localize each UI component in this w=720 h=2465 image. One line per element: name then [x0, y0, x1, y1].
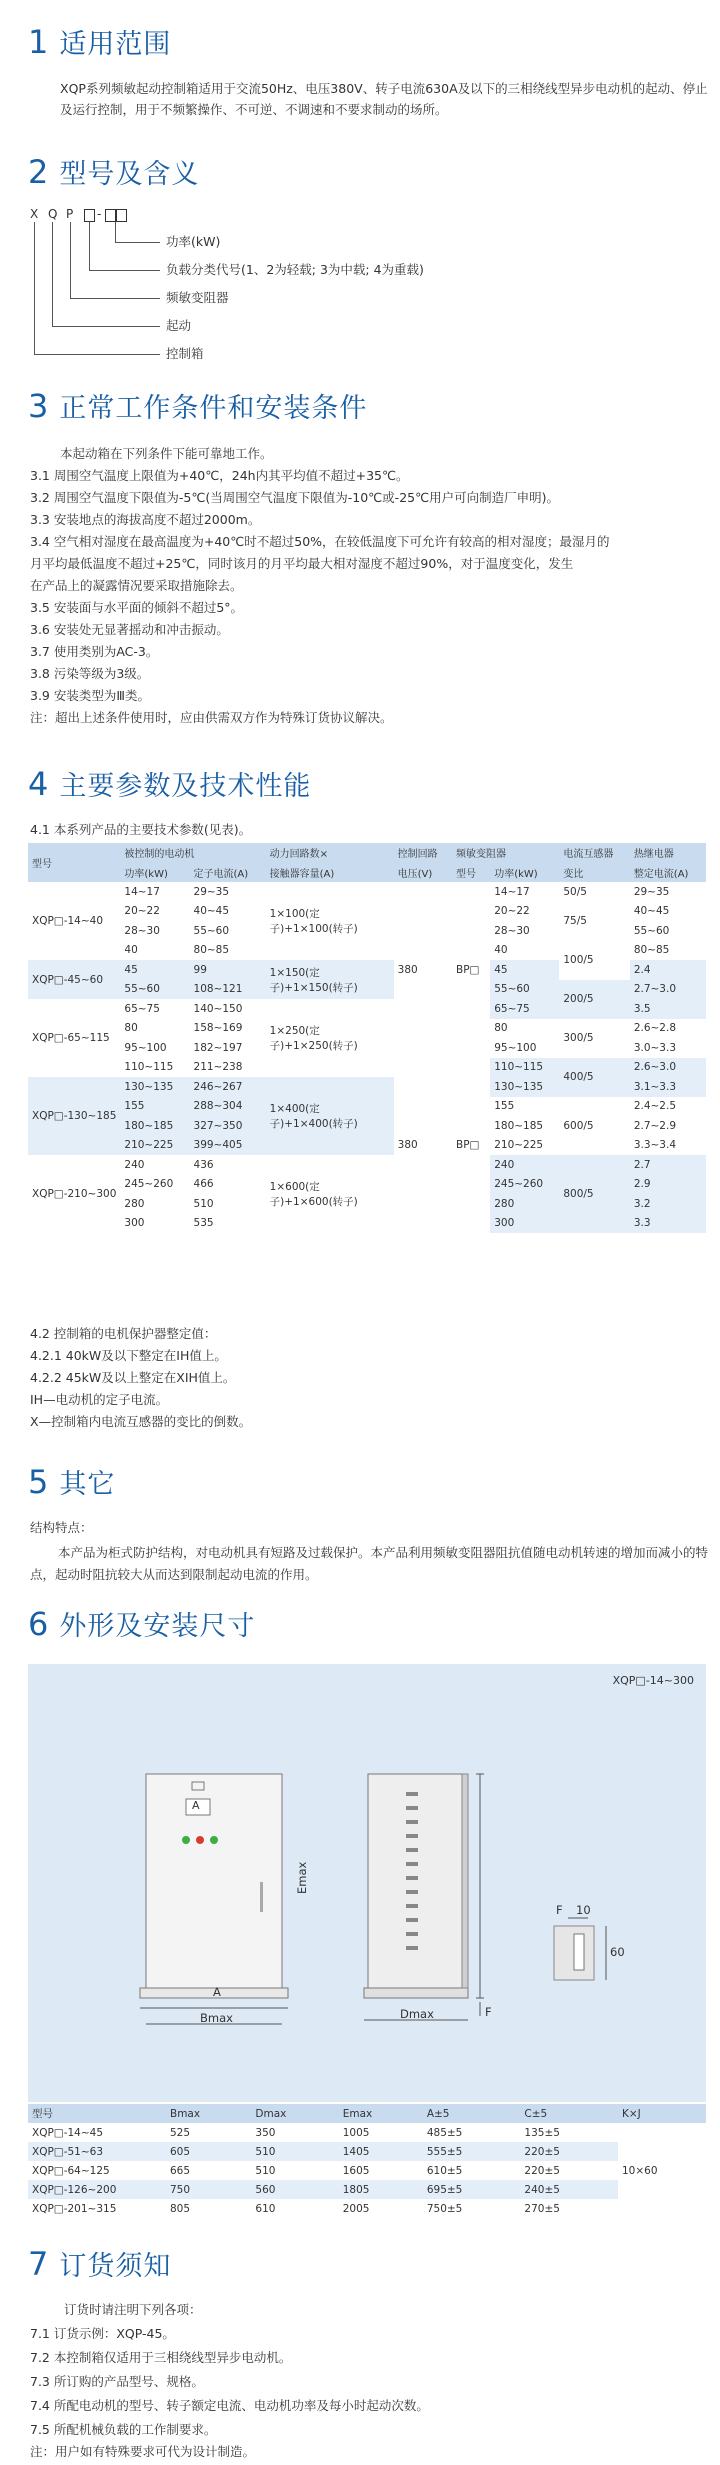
dim-label-emax: Emax: [295, 1861, 309, 1894]
section-5-sub: 结构特点：: [30, 1520, 93, 1535]
th-stator-current: 定子电流(A): [190, 863, 266, 883]
table-row: XQP□-65~115 65~75 140~150 1×250(定子)+1×250(转子) 65~75 3.5: [28, 999, 706, 1019]
model-cell: XQP□-45~60: [28, 960, 120, 999]
th-motor: 被控制的电动机: [120, 843, 265, 863]
th-kw: 功率(kW): [120, 863, 189, 883]
dim-label-a: A: [213, 1985, 221, 1999]
meter-label: A: [192, 1799, 200, 1812]
th-setting: 整定电流(A): [630, 863, 706, 883]
section-2-title: 2 型号及含义: [28, 153, 200, 191]
table-row: XQP□-126~200 750 560 1805 695±5 240±5: [28, 2180, 706, 2199]
table-row: XQP□-14~45 525 350 1005 485±5 135±5 10×60: [28, 2123, 706, 2142]
dimension-table: [28, 2104, 706, 2218]
order-line: 7.4 所配电动机的型号、转子额定电流、电动机功率及每小时起动次数。: [30, 2398, 429, 2413]
th-emax: Emax: [339, 2104, 423, 2123]
dimension-diagram: [28, 1664, 706, 2102]
dim-label-10: 10: [576, 1903, 591, 1917]
section-1-title: 1 适用范围: [28, 23, 172, 61]
condition-line: 3.4 空气相对湿度在最高温度为+40℃时不超过50%，在较低温度下可允许有较高的相对湿度；最湿月的: [30, 534, 610, 549]
table-row: 210~225 399~405 210~225 3.3~3.4: [28, 1136, 706, 1156]
model-label-start: 起动: [166, 318, 192, 333]
table-row: 155 288~304 155 600/5 2.4~2.5: [28, 1097, 706, 1117]
condition-note: 注：超出上述条件使用时，应由供需双方作为特殊订货协议解决。: [30, 710, 393, 725]
section-1-paragraph: XQP系列频敏起动控制箱适用于交流50Hz、电压380V、转子电流630A及以下的三相绕线型异步电动机的起动、停止及运行控制，用于不频繁操作、不可逆、不调速和不要求制动的场所。: [60, 81, 708, 117]
dim-label-60: 60: [610, 1945, 625, 1959]
model-cell: XQP□-65~115: [32, 1032, 110, 1044]
th-bp-model: 型号: [452, 863, 490, 883]
order-line: 7.5 所配机械负载的工作制要求。: [30, 2422, 217, 2437]
condition-line: 3.6 安装处无显著摇动和冲击振动。: [30, 622, 229, 637]
model-box-3: [116, 209, 127, 222]
th-contactor: 接触器容量(A): [266, 863, 394, 883]
table-row: XQP□-45~60 45 99 1×150(定子)+1×150(转子) 45 2.4: [28, 960, 706, 980]
section-3-title: 3 正常工作条件和安装条件: [28, 387, 368, 425]
model-label-load-class: 负载分类代号(1、2为轻载; 3为中载; 4为重载): [166, 262, 424, 277]
condition-line: 3.3 安装地点的海拔高度不超过2000m。: [30, 512, 261, 527]
th-ratio: 变比: [559, 863, 629, 883]
condition-line: 3.2 周围空气温度下限值为-5℃(当周围空气温度下限值为-10℃或-25℃用户可向制造厂申明)。: [30, 490, 560, 505]
model-char-x: X: [30, 207, 39, 221]
th-power-circuit: 动力回路数×: [266, 843, 394, 863]
table-row: XQP□-201~315 805 610 2005 750±5 270±5: [32, 2202, 560, 2215]
section-3-intro: 本起动箱在下列条件下能可靠地工作。: [60, 446, 273, 461]
th-rheostat: 频敏变阻器: [452, 843, 559, 863]
table-row: 55~60 108~121 55~60 200/5 2.7~3.0: [28, 980, 706, 1000]
order-note: 注：用户如有特殊要求可代为设计制造。: [30, 2444, 256, 2459]
model-cell: XQP□-130~185: [28, 1077, 120, 1155]
table-row: 280 510 280 3.2: [28, 1194, 706, 1214]
section-5-paragraph: 本产品为柜式防护结构，对电动机具有短路及过载保护。本产品利用频敏变阻器阻抗值随电动机转速的增加而减小的特点，起动时阻抗较大从而达到限制起动电流的作用。: [30, 1545, 709, 1582]
condition-line: 3.1 周围空气温度上限值为+40℃，24h内其平均值不超过+35℃。: [30, 468, 409, 483]
model-label-box: 控制箱: [166, 346, 204, 361]
th-model: 型号: [28, 843, 120, 882]
condition-line: 3.8 污染等级为3级。: [30, 666, 150, 681]
th-bmax: Bmax: [166, 2104, 251, 2123]
table-row: 80 158~169 80 300/5 2.6~2.8: [124, 1022, 677, 1044]
section-6-title: 6 外形及安装尺寸: [28, 1605, 256, 1643]
dim-label-bmax: Bmax: [200, 2011, 233, 2025]
table-row: XQP□-51~63 605 510 1405 555±5 220±5: [28, 2142, 706, 2161]
th-ct: 电流互感器: [559, 843, 629, 863]
condition-line: 3.9 安装类型为Ⅲ类。: [30, 688, 150, 703]
model-dash: -: [97, 207, 102, 221]
order-line: 7.3 所订购的产品型号、规格。: [30, 2374, 204, 2389]
model-label-rheostat: 频敏变阻器: [166, 290, 229, 305]
table-row: 40 80~85 40 100/5 80~85: [124, 944, 670, 966]
model-char-p: P: [66, 207, 74, 221]
table-row: 300 535 300 3.3: [28, 1214, 706, 1234]
th-bp-kw: 功率(kW): [490, 863, 559, 883]
order-line: 7.2 本控制箱仅适用于三相绕线型异步电动机。: [30, 2350, 292, 2365]
th-kj: K×J: [618, 2104, 706, 2123]
model-label-power: 功率(kW): [166, 234, 221, 249]
parameter-table: [28, 843, 706, 1233]
section-5-title: 5 其它: [28, 1463, 116, 1501]
table-row: XQP□-210~300 240 436 1×600(定子)+1×600(转子) 240 800/5 2.7: [28, 1155, 706, 1175]
th-relay: 热继电器: [630, 843, 706, 863]
cabinet-drawing: [28, 1664, 706, 2102]
table-row: 110~115 211~238 380 BP□ 110~115 400/5 2.6~3.0: [28, 1058, 706, 1078]
section-7-intro: 订货时请注明下列各项：: [64, 2302, 202, 2317]
dim-label-f-side: F: [485, 2005, 492, 2019]
table-row: XQP□-14~40 14~17 29~35 1×100(定子)+1×100(转子) 380 BP□ 14~17 50/5 29~35: [28, 882, 706, 902]
model-cell: XQP□-14~40: [32, 915, 104, 927]
model-box-2: [105, 209, 116, 222]
condition-line: 3.7 使用类别为AC-3。: [30, 644, 159, 659]
diagram-model-label: XQP□-14~300: [612, 1674, 694, 1687]
model-cell: XQP□-210~300: [32, 1188, 117, 1200]
table-row: 28~30 55~60 28~30 55~60: [124, 924, 670, 937]
table-row: 20~22 40~45 20~22 75/5 40~45: [124, 905, 670, 927]
model-box-1: [84, 209, 95, 222]
section-7-title: 7 订货须知: [28, 2245, 172, 2283]
table-row: 245~260 466 245~260 2.9: [28, 1175, 706, 1195]
dim-label-f-detail: F: [556, 1903, 563, 1917]
table-row: 95~100 182~197 95~100 3.0~3.3: [124, 1041, 677, 1054]
table-row: XQP□-64~125 665 510 1605 610±5 220±5: [32, 2164, 560, 2177]
condition-line: 月平均最低温度不超过+25℃，同时该月的月平均最大相对湿度不超过90%，对于温度变化，发生: [30, 556, 574, 571]
th-c: C±5: [520, 2104, 618, 2123]
th-dim-model: 型号: [28, 2104, 166, 2123]
section-4-title: 4 主要参数及技术性能: [28, 765, 312, 803]
condition-line: 3.5 安装面与水平面的倾斜不超过5°。: [30, 600, 244, 615]
th-voltage: 电压(V): [394, 863, 452, 883]
model-char-q: Q: [48, 207, 58, 221]
th-control-circuit: 控制回路: [394, 843, 452, 863]
dim-label-dmax: Dmax: [400, 2007, 434, 2021]
table-caption: 4.1 本系列产品的主要技术参数(见表)。: [30, 822, 252, 837]
table-row: XQP□-130~185 130~135 246~267 1×400(定子)+1×400(转子) 130~135 3.1~3.3: [28, 1077, 706, 1097]
table-row: 180~185 327~350 180~185 2.7~2.9: [28, 1116, 706, 1136]
th-a: A±5: [423, 2104, 521, 2123]
condition-line: 在产品上的凝露情况要采取措施除去。: [30, 578, 243, 593]
kj-value: 10×60: [622, 2164, 658, 2177]
order-line: 7.1 订货示例：XQP-45。: [30, 2326, 175, 2341]
th-dmax: Dmax: [251, 2104, 338, 2123]
